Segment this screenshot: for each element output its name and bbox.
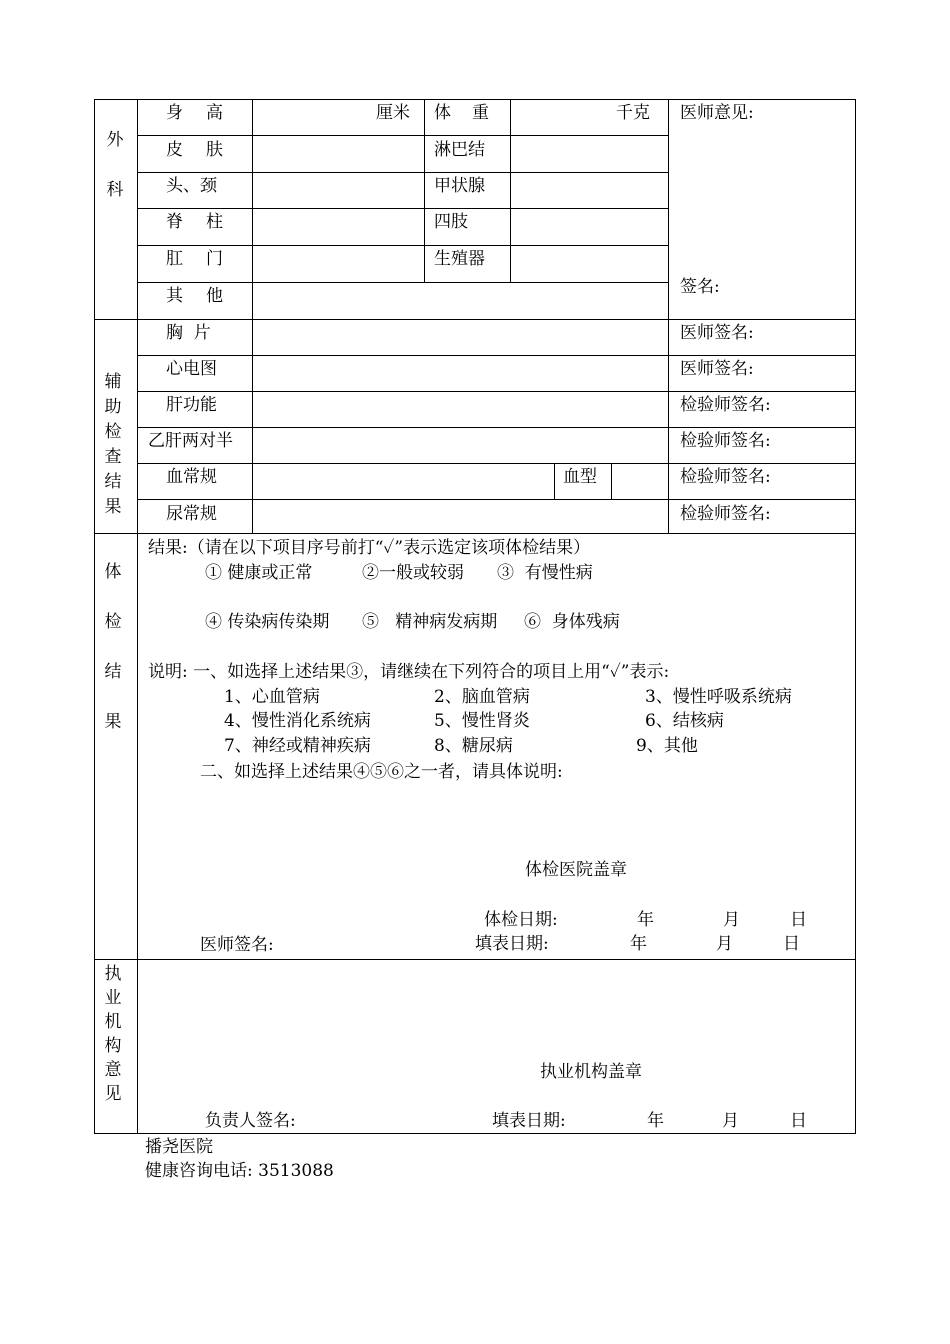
- inst-fill-date-label: 填表日期:: [492, 1111, 566, 1131]
- aux-row-sign-liver: 检验师签名:: [680, 395, 771, 415]
- inst-section-label-4: 构: [104, 1036, 122, 1056]
- surgery-row-line-1: [137, 135, 669, 136]
- inst-fill-date-year: 年: [647, 1111, 664, 1131]
- result-section-label-3: 结: [104, 662, 122, 682]
- result-section-label-4: 果: [104, 712, 122, 732]
- section-label-divider: [137, 99, 138, 1134]
- disease-option-2[interactable]: 2、脑血管病: [434, 687, 530, 707]
- result-note-1: 说明: 一、如选择上述结果③，请继续在下列符合的项目上用“✓”表示:: [148, 662, 670, 682]
- inst-fill-date-day: 日: [790, 1111, 807, 1131]
- aux-section-label-6: 果: [104, 497, 122, 517]
- disease-option-6[interactable]: 6、结核病: [645, 711, 724, 731]
- responsible-sign: 负责人签名:: [205, 1111, 296, 1131]
- disease-option-3[interactable]: 3、慢性呼吸系统病: [645, 687, 792, 707]
- aux-row-sign-hepb: 检验师签名:: [680, 431, 771, 451]
- other-label-a: 其: [166, 286, 183, 306]
- inst-section-label-3: 机: [104, 1012, 122, 1032]
- disease-option-5[interactable]: 5、慢性肾炎: [434, 711, 530, 731]
- weight-label-a: 体: [434, 103, 451, 123]
- table-bottom-border: [94, 1133, 856, 1134]
- anus-label-a: 肛: [166, 249, 183, 269]
- doctor-opinion-label: 医师意见:: [680, 103, 754, 123]
- result-option-1[interactable]: ① 健康或正常: [205, 563, 313, 583]
- aux-row-label-urine: 尿常规: [166, 504, 217, 524]
- anus-label-b: 门: [206, 249, 223, 269]
- aux-row-label-ecg: 心电图: [166, 359, 217, 379]
- aux-row-sign-ecg: 医师签名:: [680, 359, 754, 379]
- aux-row-label-hepb: 乙肝两对半: [148, 431, 233, 451]
- surgery-row-line-3: [137, 208, 669, 209]
- result-intro: 结果:（请在以下项目序号前打“✓”表示选定该项体检结果）: [148, 538, 591, 558]
- aux-section-label-4: 查: [104, 447, 122, 467]
- aux-row-label-blood: 血常规: [166, 467, 217, 487]
- limbs-label: 四肢: [434, 212, 468, 232]
- surgery-section-label-1: 外: [106, 130, 124, 150]
- disease-option-9[interactable]: 9、其他: [636, 736, 698, 756]
- other-label-b: 他: [206, 286, 223, 306]
- disease-option-1[interactable]: 1、心血管病: [224, 687, 320, 707]
- result-doctor-sign: 医师签名:: [200, 935, 274, 955]
- aux-section-label-1: 辅: [104, 372, 122, 392]
- aux-row-line-5: [137, 499, 856, 500]
- result-note-2: 二、如选择上述结果④⑤⑥之一者，请具体说明:: [200, 762, 563, 782]
- exam-hospital-seal: 体检医院盖章: [525, 860, 627, 880]
- aux-section-label-2: 助: [104, 397, 122, 417]
- table-top-border: [94, 99, 856, 100]
- disease-option-7[interactable]: 7、神经或精神疾病: [224, 736, 371, 756]
- aux-row-line-2: [137, 391, 856, 392]
- height-label-b: 高: [206, 103, 223, 123]
- result-section-label-2: 检: [104, 612, 122, 632]
- surgery-right-col-line: [668, 99, 669, 534]
- result-fill-date-year: 年: [630, 934, 647, 954]
- exam-date-day: 日: [790, 910, 807, 930]
- footer-hotline: 健康咨询电话: 3513088: [145, 1161, 334, 1181]
- spine-label-a: 脊: [166, 212, 183, 232]
- aux-section-label-3: 检: [104, 422, 122, 442]
- height-unit: 厘米: [376, 103, 410, 123]
- lymph-label: 淋巴结: [434, 140, 485, 160]
- exam-date-month: 月: [723, 910, 740, 930]
- blood-type-left-line: [554, 463, 555, 500]
- result-option-6[interactable]: ⑥ 身体残病: [524, 612, 620, 632]
- spine-label-b: 柱: [206, 212, 223, 232]
- aux-row-label-liver: 肝功能: [166, 395, 217, 415]
- aux-row-line-3: [137, 427, 856, 428]
- result-option-3[interactable]: ③ 有慢性病: [497, 563, 593, 583]
- skin-label-a: 皮: [166, 140, 183, 160]
- result-option-2[interactable]: ②一般或较弱: [362, 563, 464, 583]
- disease-option-4[interactable]: 4、慢性消化系统病: [224, 711, 371, 731]
- surgery-section-label-2: 科: [106, 180, 124, 200]
- aux-row-sign-chest: 医师签名:: [680, 323, 754, 343]
- surgery-row-line-2: [137, 172, 669, 173]
- surgery-mid2-col-line: [510, 99, 511, 283]
- footer-hospital: 播尧医院: [145, 1137, 213, 1157]
- blood-type-right-line: [611, 463, 612, 500]
- institution-seal: 执业机构盖章: [540, 1062, 642, 1082]
- surgery-signature-label: 签名:: [680, 277, 720, 297]
- aux-section-label-5: 结: [104, 472, 122, 492]
- aux-row-line-4: [137, 463, 856, 464]
- result-fill-date-label: 填表日期:: [475, 934, 549, 954]
- genital-label: 生殖器: [434, 249, 485, 269]
- skin-label-b: 肤: [206, 140, 223, 160]
- inst-section-label-1: 执: [104, 964, 122, 984]
- surgery-section-bottom: [94, 319, 856, 320]
- thyroid-label: 甲状腺: [434, 176, 485, 196]
- disease-option-8[interactable]: 8、糖尿病: [434, 736, 513, 756]
- blood-type-label: 血型: [563, 467, 597, 487]
- aux-row-label-chest: 胸 片: [166, 323, 211, 343]
- result-option-5[interactable]: ⑤ 精神病发病期: [362, 612, 498, 632]
- result-section-label-1: 体: [104, 562, 122, 582]
- inst-section-label-6: 见: [104, 1084, 122, 1104]
- weight-label-b: 重: [472, 103, 489, 123]
- auxiliary-section-bottom: [94, 533, 856, 534]
- surgery-row-line-4: [137, 245, 669, 246]
- result-option-4[interactable]: ④ 传染病传染期: [205, 612, 330, 632]
- surgery-label-col-line: [252, 99, 253, 534]
- table-right-border: [855, 99, 856, 1134]
- surgery-mid-col-line: [424, 99, 425, 283]
- exam-date-label: 体检日期:: [484, 910, 558, 930]
- aux-row-line-1: [137, 355, 856, 356]
- aux-row-sign-blood: 检验师签名:: [680, 467, 771, 487]
- inst-fill-date-month: 月: [722, 1111, 739, 1131]
- inst-section-label-5: 意: [104, 1060, 122, 1080]
- head-neck-label: 头、颈: [166, 176, 217, 196]
- height-label-a: 身: [166, 103, 183, 123]
- inst-section-label-2: 业: [104, 988, 122, 1008]
- aux-row-sign-urine: 检验师签名:: [680, 504, 771, 524]
- weight-unit: 千克: [616, 103, 650, 123]
- result-section-bottom: [94, 959, 856, 960]
- table-left-border: [94, 99, 95, 1134]
- exam-date-year: 年: [637, 910, 654, 930]
- result-fill-date-day: 日: [783, 934, 800, 954]
- surgery-row-line-5: [137, 282, 669, 283]
- result-fill-date-month: 月: [716, 934, 733, 954]
